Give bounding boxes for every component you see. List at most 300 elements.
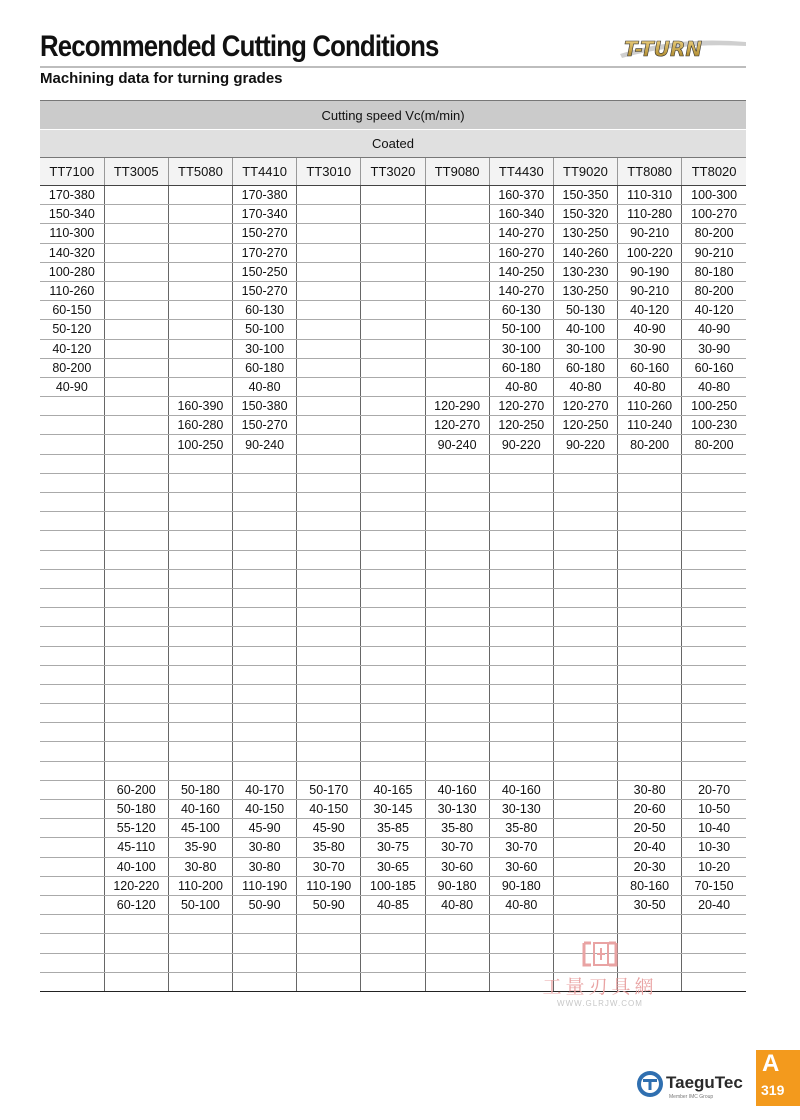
coated-header: Coated bbox=[40, 130, 746, 158]
table-cell: 40-80 bbox=[489, 377, 553, 396]
table-cell: 60-130 bbox=[233, 301, 297, 320]
table-cell bbox=[40, 915, 104, 934]
table-cell: 60-150 bbox=[40, 301, 104, 320]
table-cell: 40-160 bbox=[489, 780, 553, 799]
table-cell bbox=[297, 435, 361, 454]
table-cell bbox=[425, 646, 489, 665]
table-cell bbox=[618, 588, 682, 607]
table-cell bbox=[233, 953, 297, 972]
table-cell bbox=[361, 704, 425, 723]
table-cell bbox=[425, 512, 489, 531]
table-cell: 30-60 bbox=[489, 857, 553, 876]
table-cell: 20-40 bbox=[682, 895, 746, 914]
table-cell bbox=[297, 646, 361, 665]
grade-header: TT7100 bbox=[40, 158, 104, 186]
table-cell bbox=[297, 281, 361, 300]
table-cell: 40-90 bbox=[618, 320, 682, 339]
table-cell: 60-180 bbox=[233, 358, 297, 377]
table-cell bbox=[553, 665, 617, 684]
table-cell bbox=[489, 646, 553, 665]
table-row bbox=[40, 742, 746, 761]
table-cell bbox=[297, 358, 361, 377]
table-row bbox=[40, 224, 746, 243]
table-cell: 45-110 bbox=[104, 838, 168, 857]
table-cell bbox=[553, 646, 617, 665]
table-cell bbox=[361, 186, 425, 205]
grade-header: TT4430 bbox=[489, 158, 553, 186]
table-cell bbox=[489, 550, 553, 569]
table-cell bbox=[40, 493, 104, 512]
table-cell bbox=[553, 684, 617, 703]
table-cell bbox=[425, 569, 489, 588]
table-cell: 30-70 bbox=[297, 857, 361, 876]
table-cell bbox=[425, 550, 489, 569]
table-cell bbox=[297, 742, 361, 761]
table-cell: 160-270 bbox=[489, 243, 553, 262]
table-cell bbox=[168, 473, 232, 492]
table-cell bbox=[682, 723, 746, 742]
watermark-url: WWW.GLRJW.COM bbox=[557, 999, 643, 1008]
table-cell bbox=[553, 723, 617, 742]
table-cell bbox=[233, 934, 297, 953]
table-cell bbox=[297, 454, 361, 473]
table-cell bbox=[682, 512, 746, 531]
table-row bbox=[40, 838, 746, 857]
table-cell bbox=[553, 857, 617, 876]
table-cell: 100-250 bbox=[682, 397, 746, 416]
table-cell: 170-340 bbox=[233, 205, 297, 224]
table-cell bbox=[682, 953, 746, 972]
table-cell bbox=[40, 416, 104, 435]
table-cell bbox=[40, 646, 104, 665]
table-cell bbox=[104, 454, 168, 473]
table-cell: 50-170 bbox=[297, 780, 361, 799]
table-cell: 80-200 bbox=[682, 281, 746, 300]
table-cell: 60-180 bbox=[489, 358, 553, 377]
table-cell: 40-165 bbox=[361, 780, 425, 799]
table-cell bbox=[361, 205, 425, 224]
table-cell bbox=[233, 473, 297, 492]
table-cell: 30-80 bbox=[168, 857, 232, 876]
table-row bbox=[40, 665, 746, 684]
grade-header: TT8020 bbox=[682, 158, 746, 186]
table-cell bbox=[361, 588, 425, 607]
brand-name: TaeguTec bbox=[666, 1073, 743, 1092]
table-cell bbox=[489, 742, 553, 761]
table-cell bbox=[553, 895, 617, 914]
table-cell bbox=[168, 243, 232, 262]
table-cell bbox=[233, 742, 297, 761]
table-cell bbox=[425, 723, 489, 742]
table-cell: 35-80 bbox=[489, 819, 553, 838]
table-cell: 50-180 bbox=[104, 800, 168, 819]
table-cell: 30-100 bbox=[553, 339, 617, 358]
table-cell bbox=[682, 608, 746, 627]
table-row bbox=[40, 262, 746, 281]
grade-header: TT9080 bbox=[425, 158, 489, 186]
page-number: 319 bbox=[761, 1082, 785, 1098]
table-cell bbox=[553, 876, 617, 895]
table-cell bbox=[618, 608, 682, 627]
table-cell: 90-210 bbox=[618, 224, 682, 243]
brand-sub: Member IMC Group bbox=[669, 1094, 714, 1100]
table-cell bbox=[553, 588, 617, 607]
table-cell bbox=[233, 588, 297, 607]
table-cell bbox=[361, 761, 425, 780]
table-row bbox=[40, 569, 746, 588]
table-row bbox=[40, 454, 746, 473]
table-cell: 110-260 bbox=[618, 397, 682, 416]
table-cell bbox=[361, 224, 425, 243]
table-row bbox=[40, 800, 746, 819]
table-cell: 30-90 bbox=[618, 339, 682, 358]
table-cell bbox=[104, 281, 168, 300]
table-cell: 130-250 bbox=[553, 281, 617, 300]
table-cell bbox=[553, 780, 617, 799]
table-cell: 50-100 bbox=[168, 895, 232, 914]
table-cell bbox=[40, 895, 104, 914]
table-cell bbox=[104, 416, 168, 435]
table-row bbox=[40, 377, 746, 396]
table-cell bbox=[104, 205, 168, 224]
table-cell bbox=[40, 512, 104, 531]
table-cell bbox=[425, 320, 489, 339]
table-cell bbox=[40, 838, 104, 857]
table-cell: 45-90 bbox=[297, 819, 361, 838]
table-cell bbox=[618, 761, 682, 780]
table-cell: 150-270 bbox=[233, 281, 297, 300]
table-cell: 40-170 bbox=[233, 780, 297, 799]
table-cell bbox=[618, 742, 682, 761]
table-cell bbox=[618, 512, 682, 531]
table-row bbox=[40, 895, 746, 914]
table-cell: 150-350 bbox=[553, 186, 617, 205]
table-cell bbox=[361, 684, 425, 703]
table-cell bbox=[233, 454, 297, 473]
table-cell bbox=[361, 320, 425, 339]
table-cell bbox=[233, 972, 297, 991]
table-cell bbox=[297, 704, 361, 723]
table-cell bbox=[682, 646, 746, 665]
table-cell bbox=[104, 358, 168, 377]
table-cell: 30-50 bbox=[618, 895, 682, 914]
table-cell bbox=[168, 301, 232, 320]
table-cell: 40-100 bbox=[104, 857, 168, 876]
table-cell bbox=[489, 512, 553, 531]
table-row bbox=[40, 704, 746, 723]
table-cell bbox=[297, 262, 361, 281]
table-cell bbox=[233, 915, 297, 934]
table-cell bbox=[40, 588, 104, 607]
table-cell: 100-250 bbox=[168, 435, 232, 454]
table-row bbox=[40, 281, 746, 300]
table-cell bbox=[553, 800, 617, 819]
table-cell: 110-310 bbox=[618, 186, 682, 205]
table-cell bbox=[361, 531, 425, 550]
table-cell bbox=[104, 186, 168, 205]
table-cell: 40-160 bbox=[168, 800, 232, 819]
grade-header: TT5080 bbox=[168, 158, 232, 186]
table-cell bbox=[297, 723, 361, 742]
table-cell bbox=[361, 608, 425, 627]
table-cell bbox=[682, 588, 746, 607]
table-cell bbox=[104, 224, 168, 243]
table-cell bbox=[233, 627, 297, 646]
table-cell bbox=[168, 569, 232, 588]
table-cell bbox=[553, 742, 617, 761]
table-cell bbox=[104, 435, 168, 454]
table-cell bbox=[489, 531, 553, 550]
table-cell bbox=[553, 838, 617, 857]
table-cell bbox=[40, 627, 104, 646]
table-cell bbox=[168, 493, 232, 512]
table-cell bbox=[104, 512, 168, 531]
table-cell bbox=[489, 608, 553, 627]
table-cell bbox=[682, 742, 746, 761]
table-cell: 60-160 bbox=[618, 358, 682, 377]
table-cell bbox=[361, 646, 425, 665]
table-cell bbox=[425, 972, 489, 991]
table-cell bbox=[425, 377, 489, 396]
table-cell: 40-120 bbox=[618, 301, 682, 320]
taegutec-logo-icon bbox=[636, 1070, 664, 1098]
table-cell bbox=[104, 243, 168, 262]
table-cell: 110-260 bbox=[40, 281, 104, 300]
table-cell: 50-90 bbox=[297, 895, 361, 914]
table-cell bbox=[553, 454, 617, 473]
table-cell bbox=[682, 915, 746, 934]
table-cell bbox=[168, 512, 232, 531]
table-cell: 40-90 bbox=[682, 320, 746, 339]
table-cell bbox=[40, 684, 104, 703]
table-cell bbox=[104, 531, 168, 550]
table-row bbox=[40, 627, 746, 646]
table-cell bbox=[168, 377, 232, 396]
table-cell: 40-90 bbox=[40, 377, 104, 396]
table-cell bbox=[618, 550, 682, 569]
table-cell bbox=[361, 934, 425, 953]
title-rule bbox=[40, 66, 746, 68]
t-turn-logo bbox=[618, 32, 748, 64]
table-cell bbox=[297, 186, 361, 205]
table-row bbox=[40, 205, 746, 224]
table-row bbox=[40, 339, 746, 358]
table-cell: 30-130 bbox=[425, 800, 489, 819]
table-cell bbox=[425, 742, 489, 761]
table-cell bbox=[297, 243, 361, 262]
watermark bbox=[530, 940, 670, 1010]
table-cell bbox=[40, 531, 104, 550]
table-cell bbox=[361, 358, 425, 377]
table-cell: 100-280 bbox=[40, 262, 104, 281]
table-cell bbox=[361, 397, 425, 416]
table-cell: 90-180 bbox=[489, 876, 553, 895]
table-cell: 150-320 bbox=[553, 205, 617, 224]
table-cell bbox=[233, 684, 297, 703]
table-cell: 30-65 bbox=[361, 857, 425, 876]
table-cell: 50-120 bbox=[40, 320, 104, 339]
table-cell: 40-150 bbox=[297, 800, 361, 819]
table-cell bbox=[40, 761, 104, 780]
grade-header: TT3010 bbox=[297, 158, 361, 186]
table-cell bbox=[425, 953, 489, 972]
table-cell bbox=[553, 473, 617, 492]
table-cell bbox=[297, 665, 361, 684]
table-cell bbox=[682, 684, 746, 703]
table-cell bbox=[425, 665, 489, 684]
table-cell: 160-340 bbox=[489, 205, 553, 224]
table-cell: 35-80 bbox=[425, 819, 489, 838]
table-cell bbox=[104, 953, 168, 972]
table-cell bbox=[168, 761, 232, 780]
table-cell: 50-180 bbox=[168, 780, 232, 799]
table-cell bbox=[682, 473, 746, 492]
table-cell: 20-60 bbox=[618, 800, 682, 819]
table-cell bbox=[168, 224, 232, 243]
watermark-text: 工量刃具網 bbox=[542, 976, 658, 998]
table-cell bbox=[104, 493, 168, 512]
table-cell bbox=[425, 224, 489, 243]
table-cell bbox=[297, 512, 361, 531]
table-row bbox=[40, 723, 746, 742]
table-cell bbox=[425, 684, 489, 703]
table-cell: 150-340 bbox=[40, 205, 104, 224]
table-cell bbox=[425, 608, 489, 627]
table-cell: 120-270 bbox=[425, 416, 489, 435]
table-cell bbox=[297, 397, 361, 416]
table-cell bbox=[489, 684, 553, 703]
table-cell bbox=[168, 608, 232, 627]
table-cell bbox=[618, 454, 682, 473]
table-cell bbox=[168, 934, 232, 953]
table-row bbox=[40, 358, 746, 377]
table-row bbox=[40, 780, 746, 799]
table-cell: 40-80 bbox=[682, 377, 746, 396]
table-cell: 140-250 bbox=[489, 262, 553, 281]
table-cell: 110-300 bbox=[40, 224, 104, 243]
table-cell bbox=[40, 780, 104, 799]
table-cell bbox=[297, 301, 361, 320]
table-cell: 20-70 bbox=[682, 780, 746, 799]
table-cell: 45-90 bbox=[233, 819, 297, 838]
table-cell: 30-90 bbox=[682, 339, 746, 358]
table-cell bbox=[297, 473, 361, 492]
table-cell bbox=[489, 588, 553, 607]
table-cell bbox=[682, 531, 746, 550]
table-cell bbox=[104, 550, 168, 569]
table-cell bbox=[233, 531, 297, 550]
table-cell bbox=[425, 186, 489, 205]
table-cell bbox=[233, 608, 297, 627]
table-cell bbox=[40, 454, 104, 473]
table-cell: 160-370 bbox=[489, 186, 553, 205]
table-cell: 35-80 bbox=[297, 838, 361, 857]
table-cell: 80-200 bbox=[682, 435, 746, 454]
table-cell: 90-210 bbox=[682, 243, 746, 262]
table-cell bbox=[425, 704, 489, 723]
table-cell: 40-80 bbox=[618, 377, 682, 396]
table-cell: 110-190 bbox=[297, 876, 361, 895]
table-row bbox=[40, 550, 746, 569]
table-cell: 80-180 bbox=[682, 262, 746, 281]
table-cell: 160-280 bbox=[168, 416, 232, 435]
table-cell bbox=[297, 569, 361, 588]
table-cell: 40-100 bbox=[553, 320, 617, 339]
table-cell bbox=[40, 876, 104, 895]
table-cell bbox=[168, 281, 232, 300]
table-cell bbox=[553, 493, 617, 512]
table-cell bbox=[104, 742, 168, 761]
table-cell: 170-380 bbox=[233, 186, 297, 205]
table-cell bbox=[489, 454, 553, 473]
table-cell: 150-270 bbox=[233, 224, 297, 243]
table-cell: 50-90 bbox=[233, 895, 297, 914]
table-cell: 120-250 bbox=[489, 416, 553, 435]
table-cell bbox=[361, 281, 425, 300]
table-row bbox=[40, 397, 746, 416]
table-cell bbox=[168, 742, 232, 761]
table-cell bbox=[297, 684, 361, 703]
table-cell bbox=[489, 569, 553, 588]
table-cell: 100-185 bbox=[361, 876, 425, 895]
table-cell bbox=[361, 435, 425, 454]
table-cell: 120-270 bbox=[489, 397, 553, 416]
table-cell bbox=[361, 550, 425, 569]
table-cell bbox=[618, 531, 682, 550]
table-cell: 90-240 bbox=[233, 435, 297, 454]
table-cell bbox=[425, 358, 489, 377]
table-cell: 20-40 bbox=[618, 838, 682, 857]
table-cell bbox=[297, 320, 361, 339]
table-cell: 120-220 bbox=[104, 876, 168, 895]
table-cell bbox=[682, 665, 746, 684]
table-cell: 40-120 bbox=[682, 301, 746, 320]
table-cell: 120-270 bbox=[553, 397, 617, 416]
table-cell: 30-100 bbox=[489, 339, 553, 358]
table-cell: 10-40 bbox=[682, 819, 746, 838]
table-cell bbox=[233, 569, 297, 588]
table-cell: 80-200 bbox=[40, 358, 104, 377]
table-cell bbox=[168, 627, 232, 646]
table-cell bbox=[168, 723, 232, 742]
table-cell bbox=[233, 761, 297, 780]
table-cell bbox=[104, 704, 168, 723]
table-cell bbox=[168, 339, 232, 358]
table-cell bbox=[682, 704, 746, 723]
table-cell bbox=[553, 569, 617, 588]
table-cell bbox=[104, 397, 168, 416]
table-cell: 70-150 bbox=[682, 876, 746, 895]
section-letter: A bbox=[762, 1050, 780, 1077]
table-cell: 40-80 bbox=[553, 377, 617, 396]
table-cell: 80-200 bbox=[618, 435, 682, 454]
table-cell bbox=[40, 972, 104, 991]
table-cell bbox=[618, 473, 682, 492]
watermark-logo-icon bbox=[581, 940, 619, 968]
table-cell: 20-30 bbox=[618, 857, 682, 876]
table-cell: 40-120 bbox=[40, 339, 104, 358]
table-cell bbox=[104, 377, 168, 396]
table-cell bbox=[168, 665, 232, 684]
table-cell bbox=[168, 704, 232, 723]
table-cell bbox=[104, 934, 168, 953]
table-cell bbox=[104, 473, 168, 492]
table-cell bbox=[682, 972, 746, 991]
table-cell: 60-200 bbox=[104, 780, 168, 799]
table-cell bbox=[297, 377, 361, 396]
table-row bbox=[40, 512, 746, 531]
table-row bbox=[40, 819, 746, 838]
